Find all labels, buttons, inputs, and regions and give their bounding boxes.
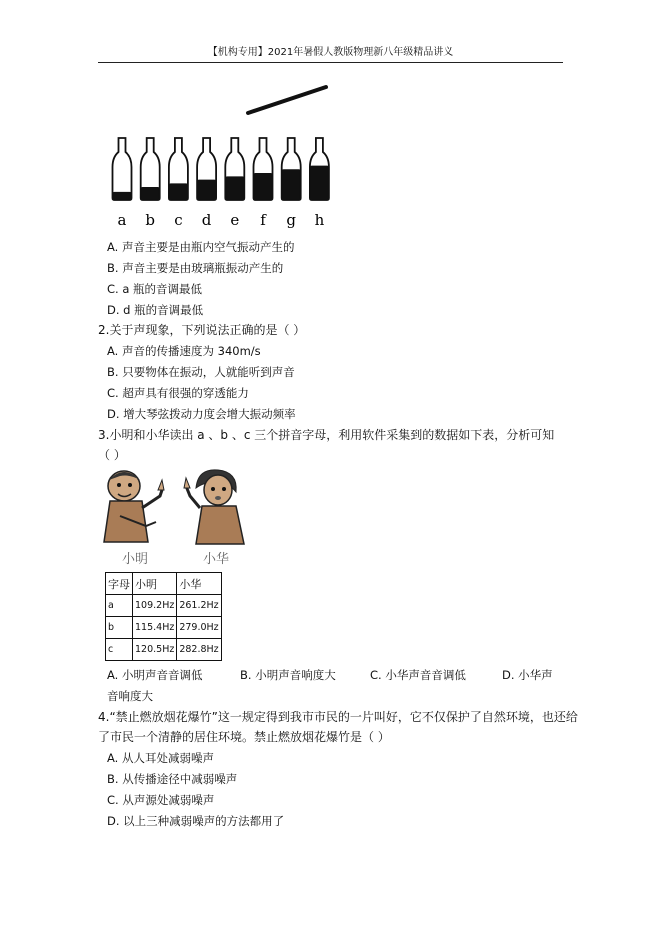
bottle-water-f [254,173,273,200]
xiaoming-illustration [100,466,170,546]
table-cell: 279.0Hz [177,617,221,639]
q3-option-d: D. 小华声 [502,668,553,682]
q3-option-d-continued: 音响度大 [107,689,153,703]
page-header: 【机构专用】2021年暑假人教版物理新八年级精品讲义 [98,44,563,63]
table-cell: 261.2Hz [177,595,221,617]
table-header-cell: 小华 [177,573,221,595]
bottle-label-h: h [314,211,325,229]
bottle-label-f: f [260,211,266,229]
table-cell: 120.5Hz [133,639,177,661]
striking-rod [248,87,326,113]
q3-option-a: A. 小明声音音调低 [107,668,203,682]
bottle-water-a [113,192,132,200]
bottle-a [113,138,132,200]
q2-option-d: D. 增大琴弦拨动力度会增大振动频率 [107,407,296,421]
q4-option-a: A. 从人耳处减弱噪声 [107,751,214,765]
q3-option-b: B. 小明声音响度大 [240,668,336,682]
table-header-row [106,573,222,595]
xiaoming-caption: 小明 [122,552,149,567]
xiaohua-illustration [182,466,248,546]
table-cell: 109.2Hz [133,595,177,617]
q1-option-b: B. 声音主要是由玻璃瓶振动产生的 [107,261,284,275]
bottle-label-b: b [145,211,156,229]
q2-stem: 2.关于声现象，下列说法正确的是（ ） [98,323,306,337]
table-row [106,617,222,639]
frequency-table [105,572,222,661]
bottle-water-g [282,169,301,200]
q3-stem-line2: （ ） [98,448,126,462]
table-cell: 282.8Hz [177,639,221,661]
q1-option-c: C. a 瓶的音调最低 [107,282,203,296]
table-header-cell: 字母 [106,573,133,595]
q4-stem-line2: 了市民一个清静的居住环境。禁止燃放烟花爆竹是（ ） [98,730,390,744]
table-cell: b [106,617,133,639]
bottle-label-e: e [230,211,240,229]
q4-option-b: B. 从传播途径中减弱噪声 [107,772,238,786]
q2-option-c: C. 超声具有很强的穿透能力 [107,386,249,400]
q4-stem-line1: 4.“禁止燃放烟花爆竹”这一规定得到我市市民的一片叫好，它不仅保护了自然环境，也还给 [98,710,578,724]
table-cell: 115.4Hz [133,617,177,639]
bottle-water-d [197,180,216,200]
table-header-cell: 小明 [133,573,177,595]
bottle-label-d: d [201,211,212,229]
q4-option-c: C. 从声源处减弱噪声 [107,793,215,807]
bottles-figure [0,0,661,240]
bottle-water-c [169,183,188,200]
bottle-water-e [225,176,244,200]
xiaohua-caption: 小华 [203,552,230,567]
q1-option-a: A. 声音主要是由瓶内空气振动产生的 [107,240,295,254]
bottle-water-b [141,187,160,200]
bottle-label-g: g [286,211,297,229]
q2-option-b: B. 只要物体在振动，人就能听到声音 [107,365,295,379]
bottle-label-a: a [117,211,127,229]
q2-option-a: A. 声音的传播速度为 340m/s [107,344,261,358]
bottle-label-c: c [174,211,183,229]
q4-option-d: D. 以上三种减弱噪声的方法都用了 [107,814,285,828]
table-row [106,639,222,661]
table-cell: c [106,639,133,661]
q1-option-d: D. d 瓶的音调最低 [107,303,204,317]
table-cell: a [106,595,133,617]
bottle-water-h [310,166,329,200]
table-row [106,595,222,617]
q3-stem-line1: 3.小明和小华读出 a 、b 、c 三个拼音字母，利用软件采集到的数据如下表，分析可知 [98,428,555,442]
q3-option-c: C. 小华声音音调低 [370,668,466,682]
